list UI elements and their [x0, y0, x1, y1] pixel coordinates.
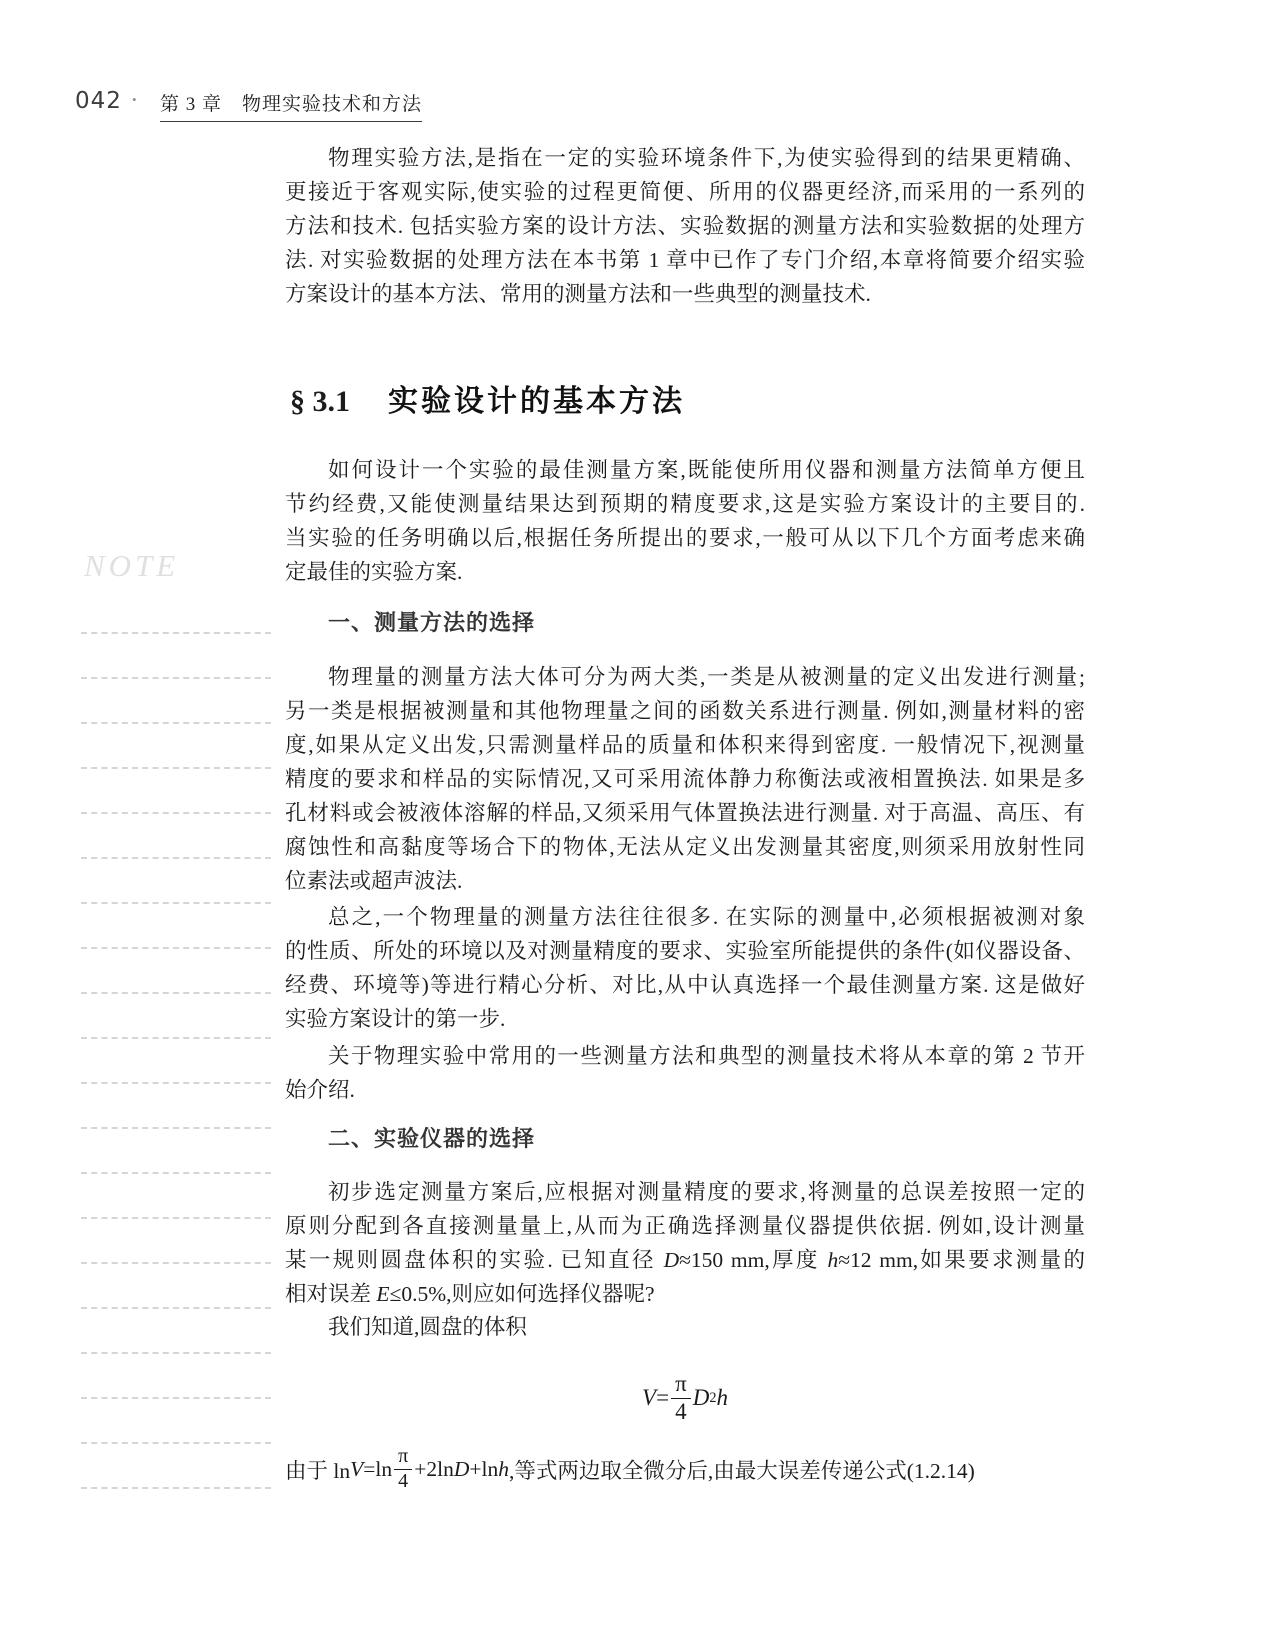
ruled-line: [81, 992, 271, 994]
text-line: 定最佳的实验方案.: [285, 560, 463, 584]
text-line: 法. 对实验数据的处理方法在本书第 1 章中已作了专门介绍,本章将简要介绍实验: [285, 248, 1085, 272]
section-number: § 3.1: [290, 385, 350, 418]
paragraph-intro: [285, 141, 1085, 311]
text-line: 腐蚀性和高黏度等场合下的物体,无法从定义出发测量其密度,则须采用放射性同: [285, 835, 1085, 859]
text-line: 初步选定测量方案后,应根据对测量精度的要求,将测量的总误差按照一定的: [328, 1180, 1085, 1204]
text-line: 物理实验方法,是指在一定的实验环境条件下,为使实验得到的结果更精确、: [328, 146, 1085, 170]
paragraph-summary: [285, 900, 1085, 1036]
text-line: 原则分配到各直接测量量上,从而为正确选择测量仪器提供依据. 例如,设计测量: [285, 1214, 1085, 1238]
text-line: 关于物理实验中常用的一些测量方法和典型的测量技术将从本章的第 2 节开: [328, 1044, 1085, 1068]
paragraph-derivation: 由于 ln V =ln $\frac{\pi}{4}$ +2ln D +ln h ,等式两边取全微分后,由最大误差传递公式(1.2.14): [285, 1444, 975, 1492]
text-line: 当实验的任务明确以后,根据任务所提出的要求,一般可从以下几个方面考虑来确: [285, 526, 1085, 550]
ruled-line: [81, 677, 271, 679]
ruled-line: [81, 857, 271, 859]
ruled-line: [81, 902, 271, 904]
formula-equals: =: [656, 1385, 670, 1410]
text-line: 经费、环境等)等进行精心分析、对比,从中认真选择一个最佳测量方案. 这是做好: [285, 973, 1085, 997]
volume-formula: [285, 1368, 1085, 1428]
ruled-line: [81, 1307, 271, 1309]
ruled-line: [81, 947, 271, 949]
text-line: 的性质、所处的环境以及对测量精度的要求、实验室所能提供的条件(如仪器设备、: [285, 939, 1085, 963]
fraction-pi-over-4: $\frac{\pi}{4}$: [394, 1446, 412, 1492]
paragraph-instruments: [285, 1175, 1085, 1311]
ruled-line: [81, 767, 271, 769]
fraction-pi-over-4: $\frac{\pi}{4}$: [671, 1372, 691, 1425]
paragraph-know: [285, 1310, 1085, 1344]
ruled-line: [81, 1172, 271, 1174]
text-line: 方案设计的基本方法、常用的测量方法和一些典型的测量技术.: [285, 282, 871, 306]
text-line: 实验方案设计的第一步.: [285, 1007, 506, 1031]
header-bullet-icon: •: [132, 92, 137, 107]
text-line: 如何设计一个实验的最佳测量方案,既能使所用仪器和测量方法简单方便且: [328, 458, 1085, 482]
ruled-line: [81, 1217, 271, 1219]
ruled-line: [81, 812, 271, 814]
ruled-line: [81, 1352, 271, 1354]
ruled-line: [81, 1082, 271, 1084]
ruled-line: [81, 1262, 271, 1264]
ruled-line: [81, 1487, 271, 1489]
page-number: 042: [75, 88, 122, 114]
formula-h: h: [716, 1385, 728, 1410]
ruled-line: [81, 722, 271, 724]
text-line: 方法和技术. 包括实验方案的设计方法、实验数据的测量方法和实验数据的处理方: [285, 214, 1085, 238]
formula-V: V: [642, 1385, 657, 1410]
subsection-heading-1: 一、测量方法的选择: [328, 610, 536, 635]
subsection-heading-2: 二、实验仪器的选择: [328, 1126, 536, 1151]
text-line: 位素法或超声波法.: [285, 869, 463, 893]
paragraph-next: [285, 1039, 1085, 1107]
text-line: 物理量的测量方法大体可分为两大类,一类是从被测量的定义出发进行测量;: [328, 665, 1085, 689]
section-heading: [290, 376, 685, 420]
text-line: 我们知道,圆盘的体积: [328, 1315, 527, 1339]
section-title: 实验设计的基本方法: [388, 385, 685, 418]
ruled-line: [81, 1397, 271, 1399]
ruled-line: [81, 1037, 271, 1039]
text-line: 某一规则圆盘体积的实验. 已知直径 D≈150 mm,厚度 h≈12 mm,如果要求测量的: [285, 1248, 1086, 1272]
text-line: 度,如果从定义出发,只需测量样品的质量和体积来得到密度. 一般情况下,视测量: [285, 733, 1085, 757]
note-watermark: NOTE: [84, 548, 180, 583]
paragraph-design: [285, 453, 1085, 589]
text-line: 总之,一个物理量的测量方法往往很多. 在实际的测量中,必须根据被测对象: [328, 905, 1085, 929]
text-line: 始介绍.: [285, 1078, 355, 1102]
ruled-line: [81, 1127, 271, 1129]
text-line: 另一类是根据被测量和其他物理量之间的函数关系进行测量. 例如,测量材料的密: [285, 699, 1085, 723]
text-line: 更接近于客观实际,使实验的过程更简便、所用的仪器更经济,而采用的一系列的: [285, 180, 1085, 204]
ruled-line: [81, 1442, 271, 1444]
text-line: 孔材料或会被液体溶解的样品,又须采用气体置换法进行测量. 对于高温、高压、有: [285, 801, 1085, 825]
text-line: 相对误差 E≤0.5%,则应如何选择仪器呢?: [285, 1282, 655, 1306]
formula-exponent: 2: [709, 1389, 717, 1406]
text-line: 精度的要求和样品的实际情况,又可采用流体静力称衡法或液相置换法. 如果是多: [285, 767, 1085, 791]
note-ruled-lines: [81, 632, 271, 1532]
chapter-running-head: 第 3 章 物理实验技术和方法: [160, 89, 422, 122]
text-line: 节约经费,又能使测量结果达到预期的精度要求,这是实验方案设计的主要目的.: [285, 492, 1085, 516]
ruled-line: [81, 632, 271, 634]
formula-D: D: [692, 1385, 710, 1410]
paragraph-methods: [285, 660, 1085, 898]
